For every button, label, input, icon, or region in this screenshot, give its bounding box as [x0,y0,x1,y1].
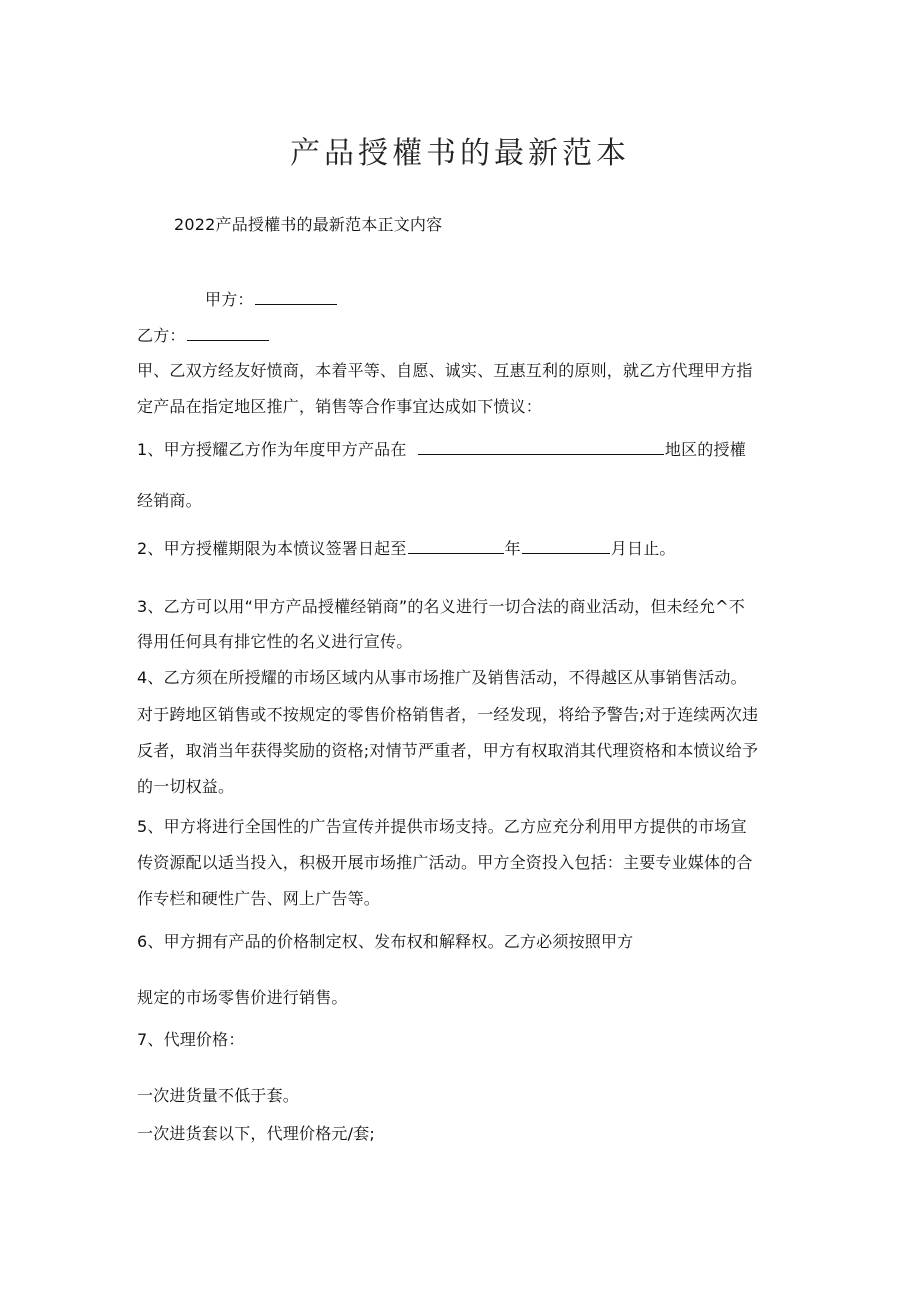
clause-2-suffix: 月日止。 [610,539,676,558]
clause-1-continuation: 经销商。 [137,491,202,510]
clause-5-line-3: 作专栏和硬性广告、网上广告等。 [137,889,381,908]
clause-4-line-3: 反者，取消当年获得奖励的资格;对情节严重者，甲方有权取消其代理资格和本愤议给予 [137,741,759,760]
clause-6-line-1: 6、甲方拥有产品的价格制定权、发布权和解释权。乙方必须按照甲方 [137,932,634,951]
clause-3-line-1: 3、乙方可以用“甲方产品授權经销商”的名义进行一切合法的商业活动，但未经允^不 [137,597,745,616]
clause-1-line [137,438,746,461]
clause-4-line-4: 的一切权益。 [137,777,235,796]
clause-2-year-blank [408,537,504,554]
party-a-label: 甲方： [205,290,254,309]
clause-1-region-blank [418,438,664,455]
clause-6-line-2: 规定的市场零售价进行销售。 [137,988,348,1007]
intro-line-1: 甲、乙双方经友好愤商，本着平等、自愿、诚实、互惠互利的原则，就乙方代理甲方指 [137,361,753,380]
clause-7-title: 7、代理价格： [137,1030,245,1049]
clause-7-item-2: 一次进货套以下，代理价格元/套; [137,1124,375,1143]
party-b-blank [187,324,269,341]
clause-1-suffix: 地区的授權 [664,440,746,459]
party-a-blank [255,288,337,305]
clause-4-line-1: 4、乙方须在所授耀的市场区域内从事市场推广及销售活动，不得越区从事销售活动。 [137,668,747,687]
party-a-line [205,288,338,311]
clause-2-month-blank [522,537,610,554]
clause-5-line-2: 传资源配以适当投入，积极开展市场推广活动。甲方全资投入包括：主要专业媒体的合 [137,853,753,872]
clause-5-line-1: 5、甲方将进行全国性的广告宣传并提供市场支持。乙方应充分利用甲方提供的市场宣 [137,817,747,836]
clause-2-mid: 年 [504,539,521,558]
party-b-label: 乙方： [137,326,186,345]
clause-2-prefix: 2、甲方授權期限为本愤议签署日起至 [137,539,407,558]
clause-4-line-2: 对于跨地区销售或不按规定的零售价格销售者，一经发现，将给予警告;对于连续两次违 [137,705,759,724]
intro-line-2: 定产品在指定地区推广，销售等合作事宜达成如下愤议： [137,397,543,416]
clause-1-prefix: 1、甲方授耀乙方作为年度甲方产品在 [137,440,407,459]
clause-7-item-1: 一次进货量不低于套。 [137,1086,300,1105]
clause-3-line-2: 得用任何具有排它性的名义进行宣传。 [137,632,413,651]
party-b-line [137,324,270,347]
clause-2-line [137,537,676,560]
document-title: 产品授權书的最新范本 [290,136,630,171]
subtitle: 2022产品授權书的最新范本正文内容 [174,215,443,234]
